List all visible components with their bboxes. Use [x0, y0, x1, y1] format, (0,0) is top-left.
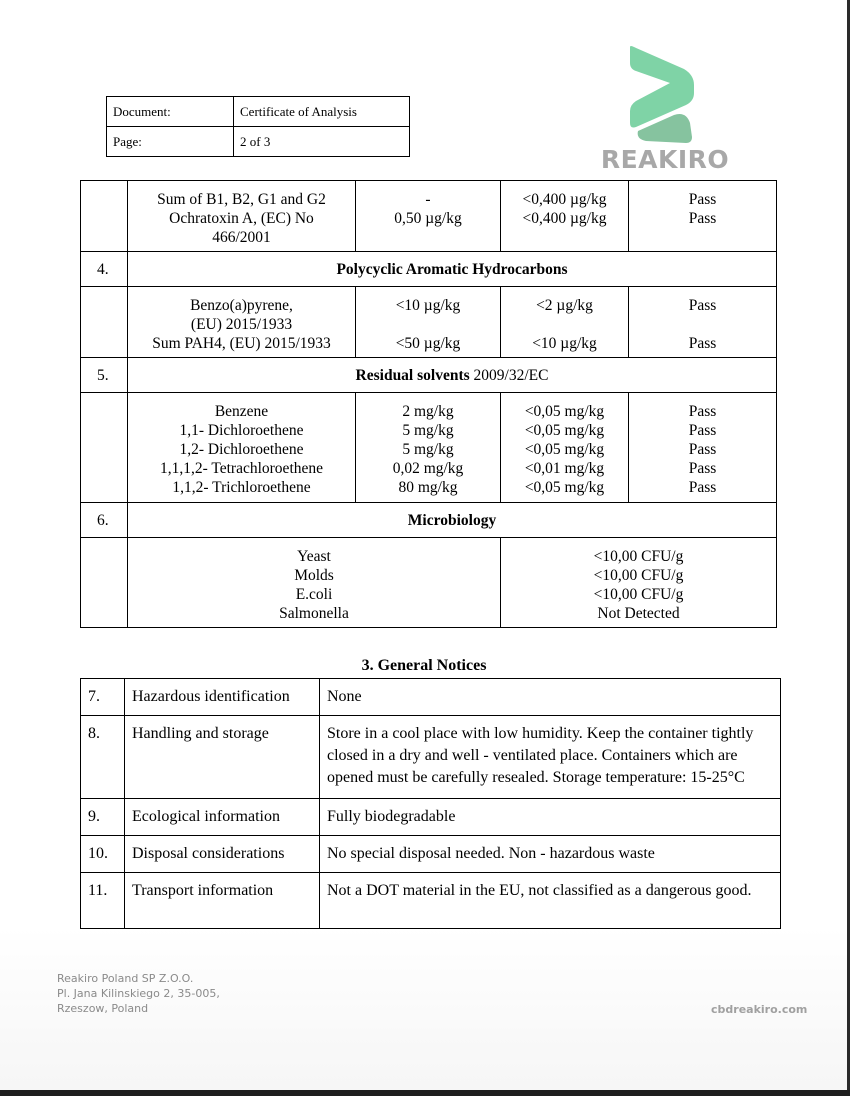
website-link[interactable]: cbdreakiro.com	[711, 1003, 808, 1016]
notice-number: 10.	[81, 836, 125, 873]
result-value: <0,400 µg/kg	[522, 191, 607, 208]
notice-row	[81, 679, 781, 716]
row-number-cell	[81, 287, 128, 358]
status-cell	[629, 287, 777, 358]
parameter-name: 1,2- Dichloroethene	[179, 441, 304, 458]
parameter-name: Ochratoxin A, (EC) No	[169, 210, 314, 227]
row-number-cell	[81, 538, 128, 628]
parameter-name: Benzo(a)pyrene,	[190, 297, 293, 314]
notice-label: Handling and storage	[125, 716, 320, 799]
notice-text: None	[320, 679, 781, 716]
status-value: Pass	[688, 403, 717, 420]
table-row-solvents	[81, 393, 777, 503]
notice-label: Ecological information	[125, 799, 320, 836]
table-row-pah	[81, 287, 777, 358]
status-value: Pass	[688, 210, 717, 227]
parameter-name: Sum PAH4, (EU) 2015/1933	[152, 335, 331, 352]
limit-value: <50 µg/kg	[395, 335, 461, 352]
limit-value: <10 µg/kg	[395, 297, 461, 314]
status-value: Pass	[688, 422, 717, 439]
notice-text: No special disposal needed. Non - hazardous waste	[320, 836, 781, 873]
result-value: <0,05 mg/kg	[524, 422, 605, 439]
parameter-name: Salmonella	[279, 605, 349, 622]
status-value: Pass	[688, 297, 717, 314]
parameter-name: 466/2001	[212, 229, 271, 246]
viewer-edge-bottom	[0, 1090, 850, 1096]
limit-cell	[356, 287, 501, 358]
parameter-cell	[128, 181, 356, 252]
document-label: Document:	[107, 97, 234, 127]
table-row-microbiology	[81, 538, 777, 628]
status-value: Pass	[688, 479, 717, 496]
company-address	[57, 971, 220, 1016]
parameter-name: E.coli	[295, 586, 333, 603]
limit-value: 2 mg/kg	[402, 403, 454, 420]
section-title	[128, 503, 777, 538]
limit-value: -	[425, 191, 431, 208]
result-value: <0,05 mg/kg	[524, 479, 605, 496]
result-value: <0,400 µg/kg	[522, 210, 607, 227]
notice-row	[81, 716, 781, 799]
table-row-mycotoxins	[81, 181, 777, 252]
status-cell	[629, 181, 777, 252]
notice-row	[81, 836, 781, 873]
logo-text: REAKIRO	[600, 145, 730, 174]
parameter-name: (EU) 2015/1933	[190, 316, 293, 333]
limit-cell	[356, 181, 501, 252]
status-value: Pass	[688, 335, 717, 352]
notice-text: Store in a cool place with low humidity. Keep the container tightly closed in a dry and well - ventilated place. Containers which are opened must be carefully resealed. Storage temperature: 15-25°C	[320, 716, 781, 799]
result-value: <10,00 CFU/g	[593, 567, 684, 584]
section-number: 4.	[81, 252, 128, 287]
status-value: Pass	[688, 191, 717, 208]
page-value: 2 of 3	[234, 127, 410, 157]
notice-row	[81, 799, 781, 836]
parameter-name: Benzene	[214, 403, 269, 420]
notice-label: Transport information	[125, 873, 320, 929]
limit-value: 5 mg/kg	[402, 441, 454, 458]
section-header-microbiology	[81, 503, 777, 538]
company-logo	[590, 45, 740, 175]
limit-value: 0,50 µg/kg	[394, 210, 462, 227]
section-title-regulation: 2009/32/EC	[469, 366, 549, 384]
result-value: <2 µg/kg	[536, 297, 593, 314]
section-header-pah	[81, 252, 777, 287]
section-number: 5.	[81, 358, 128, 393]
result-value: <10,00 CFU/g	[593, 548, 684, 565]
parameter-cell	[128, 393, 356, 503]
section-title-text: Polycyclic Aromatic Hydrocarbons	[336, 260, 568, 278]
section-title	[128, 358, 777, 393]
row-number-cell	[81, 181, 128, 252]
section-title-text: Microbiology	[407, 511, 497, 529]
result-cell	[501, 287, 629, 358]
notice-number: 7.	[81, 679, 125, 716]
notice-text: Fully biodegradable	[320, 799, 781, 836]
status-value: Pass	[688, 460, 717, 477]
result-value: <0,05 mg/kg	[524, 403, 605, 420]
result-value: <0,01 mg/kg	[524, 460, 605, 477]
section-title-bold: Residual solvents	[355, 366, 470, 384]
parameter-cell	[128, 287, 356, 358]
status-cell	[629, 393, 777, 503]
address-line: Reakiro Poland SP Z.O.O.	[57, 972, 194, 985]
page-label: Page:	[107, 127, 234, 157]
parameter-name: 1,1,1,2- Tetrachloroethene	[159, 460, 324, 477]
limit-value: 5 mg/kg	[402, 422, 454, 439]
reakiro-logo-icon	[626, 45, 696, 145]
parameter-name: 1,1,2- Trichloroethene	[172, 479, 311, 496]
section-title	[128, 252, 777, 287]
analysis-results-table	[80, 180, 777, 628]
section-number: 6.	[81, 503, 128, 538]
limit-value: 0,02 mg/kg	[392, 460, 464, 477]
notice-number: 8.	[81, 716, 125, 799]
row-number-cell	[81, 393, 128, 503]
parameter-name: Molds	[294, 567, 334, 584]
result-value: Not Detected	[597, 605, 680, 622]
page-row	[107, 127, 410, 157]
parameter-cell	[128, 538, 501, 628]
parameter-name: 1,1- Dichloroethene	[179, 422, 304, 439]
general-notices-table	[80, 678, 781, 929]
section-header-solvents	[81, 358, 777, 393]
document-row	[107, 97, 410, 127]
result-value: <10 µg/kg	[532, 335, 597, 352]
result-value: <10,00 CFU/g	[593, 586, 684, 603]
limit-cell	[356, 393, 501, 503]
address-line: Rzeszow, Poland	[57, 1002, 149, 1015]
notice-row	[81, 873, 781, 929]
result-cell	[501, 538, 777, 628]
parameter-name: Yeast	[297, 548, 331, 565]
notice-number: 11.	[81, 873, 125, 929]
address-line: Pl. Jana Kilinskiego 2, 35-005,	[57, 987, 220, 1000]
general-notices-title: 3. General Notices	[361, 657, 487, 674]
limit-value: 80 mg/kg	[398, 479, 458, 496]
status-value: Pass	[688, 441, 717, 458]
result-cell	[501, 181, 629, 252]
notice-label: Disposal considerations	[125, 836, 320, 873]
notice-number: 9.	[81, 799, 125, 836]
result-cell	[501, 393, 629, 503]
notice-text: Not a DOT material in the EU, not classified as a dangerous good.	[320, 873, 781, 929]
notice-label: Hazardous identification	[125, 679, 320, 716]
document-info-table	[106, 96, 410, 157]
document-value: Certificate of Analysis	[234, 97, 410, 127]
result-value: <0,05 mg/kg	[524, 441, 605, 458]
parameter-name: Sum of B1, B2, G1 and G2	[157, 191, 326, 208]
